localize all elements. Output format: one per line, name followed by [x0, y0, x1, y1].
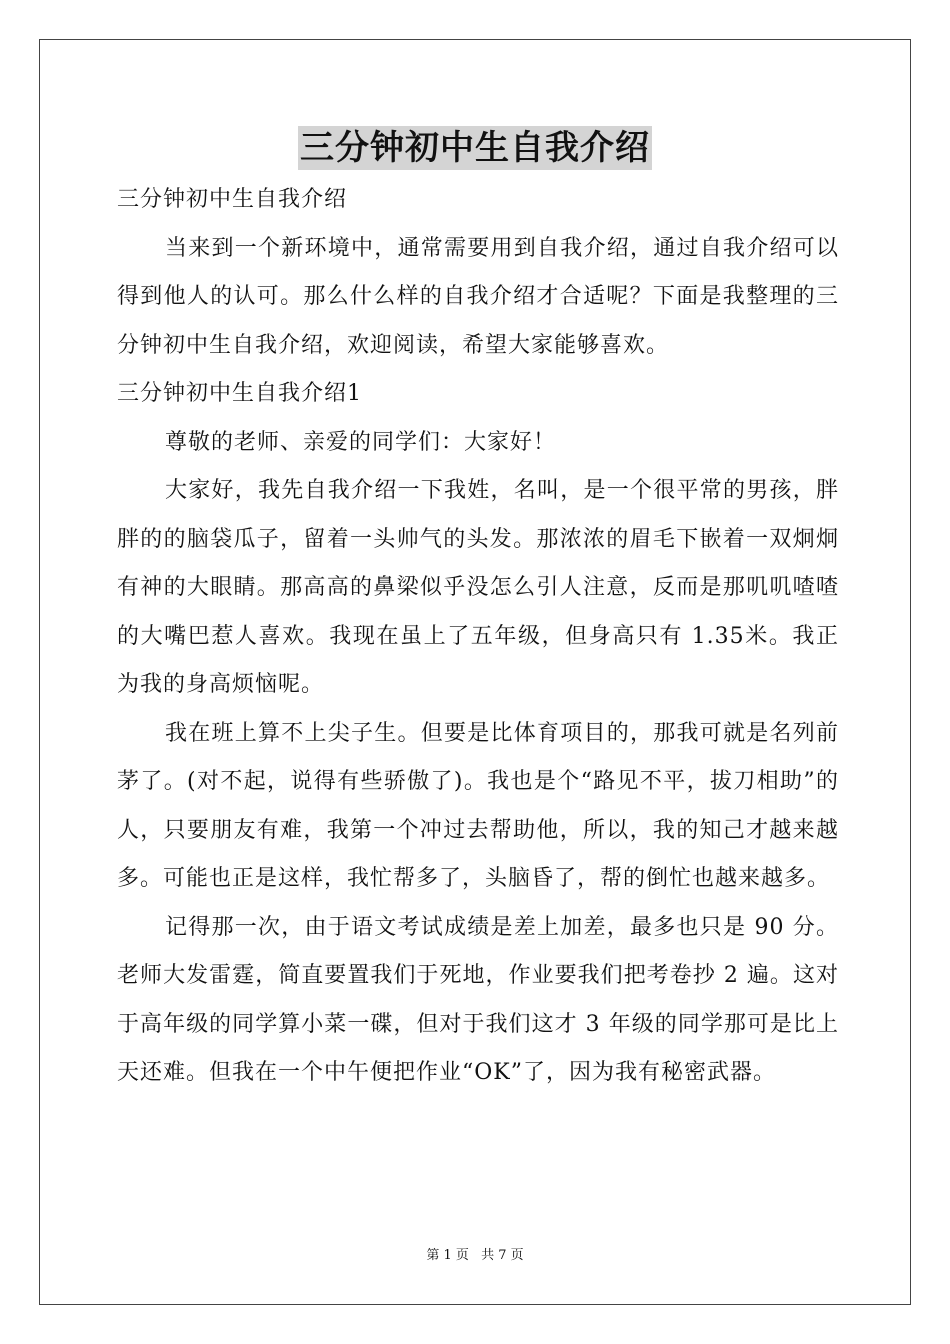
paragraph-intro: 当来到一个新环境中，通常需要用到自我介绍，通过自我介绍可以得到他人的认可。那么什么样的自我介绍才合适呢？下面是我整理的三分钟初中生自我介绍，欢迎阅读，希望大家能够喜欢。 [117, 235, 839, 358]
paragraph-section-heading: 三分钟初中生自我介绍1 [117, 381, 362, 406]
paragraph-greeting: 尊敬的老师、亲爱的同学们：大家好！ [165, 429, 557, 455]
document-title: 三分钟初中生自我介绍 [300, 128, 650, 168]
page-total: 共 7 页 [481, 1248, 524, 1263]
page-number: 第 1 页 [426, 1248, 469, 1263]
paragraph-subtitle: 三分钟初中生自我介绍 [117, 187, 348, 212]
page-footer [0, 1246, 950, 1266]
paragraph-school-life: 我在班上算不上尖子生。但要是比体育项目的，那我可就是名列前茅了。(对不起，说得有些骄傲了)。我也是个“路见不平，拔刀相助”的人，只要朋友有难，我第一个冲过去帮助他，所以，我的知己才越来越多。可能也正是这样，我忙帮多了，头脑昏了，帮的倒忙也越来越多。 [117, 720, 839, 891]
title-container [0, 126, 950, 170]
paragraph-self-description: 大家好，我先自我介绍一下我姓，名叫，是一个很平常的男孩，胖胖的的脑袋瓜子，留着一头帅气的头发。那浓浓的眉毛下嵌着一双炯炯有神的大眼睛。那高高的鼻梁似乎没怎么引人注意，反而是那叽叽喳喳的大嘴巴惹人喜欢。我现在虽上了五年级，但身高只有 1.35米。我正为我的身高烦恼呢。 [117, 478, 839, 697]
paragraph-story: 记得那一次，由于语文考试成绩是差上加差，最多也只是 90 分。老师大发雷霆，简直要置我们于死地，作业要我们把考卷抄 2 遍。这对于高年级的同学算小菜一碟，但对于我们这才 3 年级的同学那可是比上天还难。但我在一个中午便把作业“OK”了，因为我有秘密武器。 [117, 914, 839, 1085]
document-body [117, 176, 839, 1098]
